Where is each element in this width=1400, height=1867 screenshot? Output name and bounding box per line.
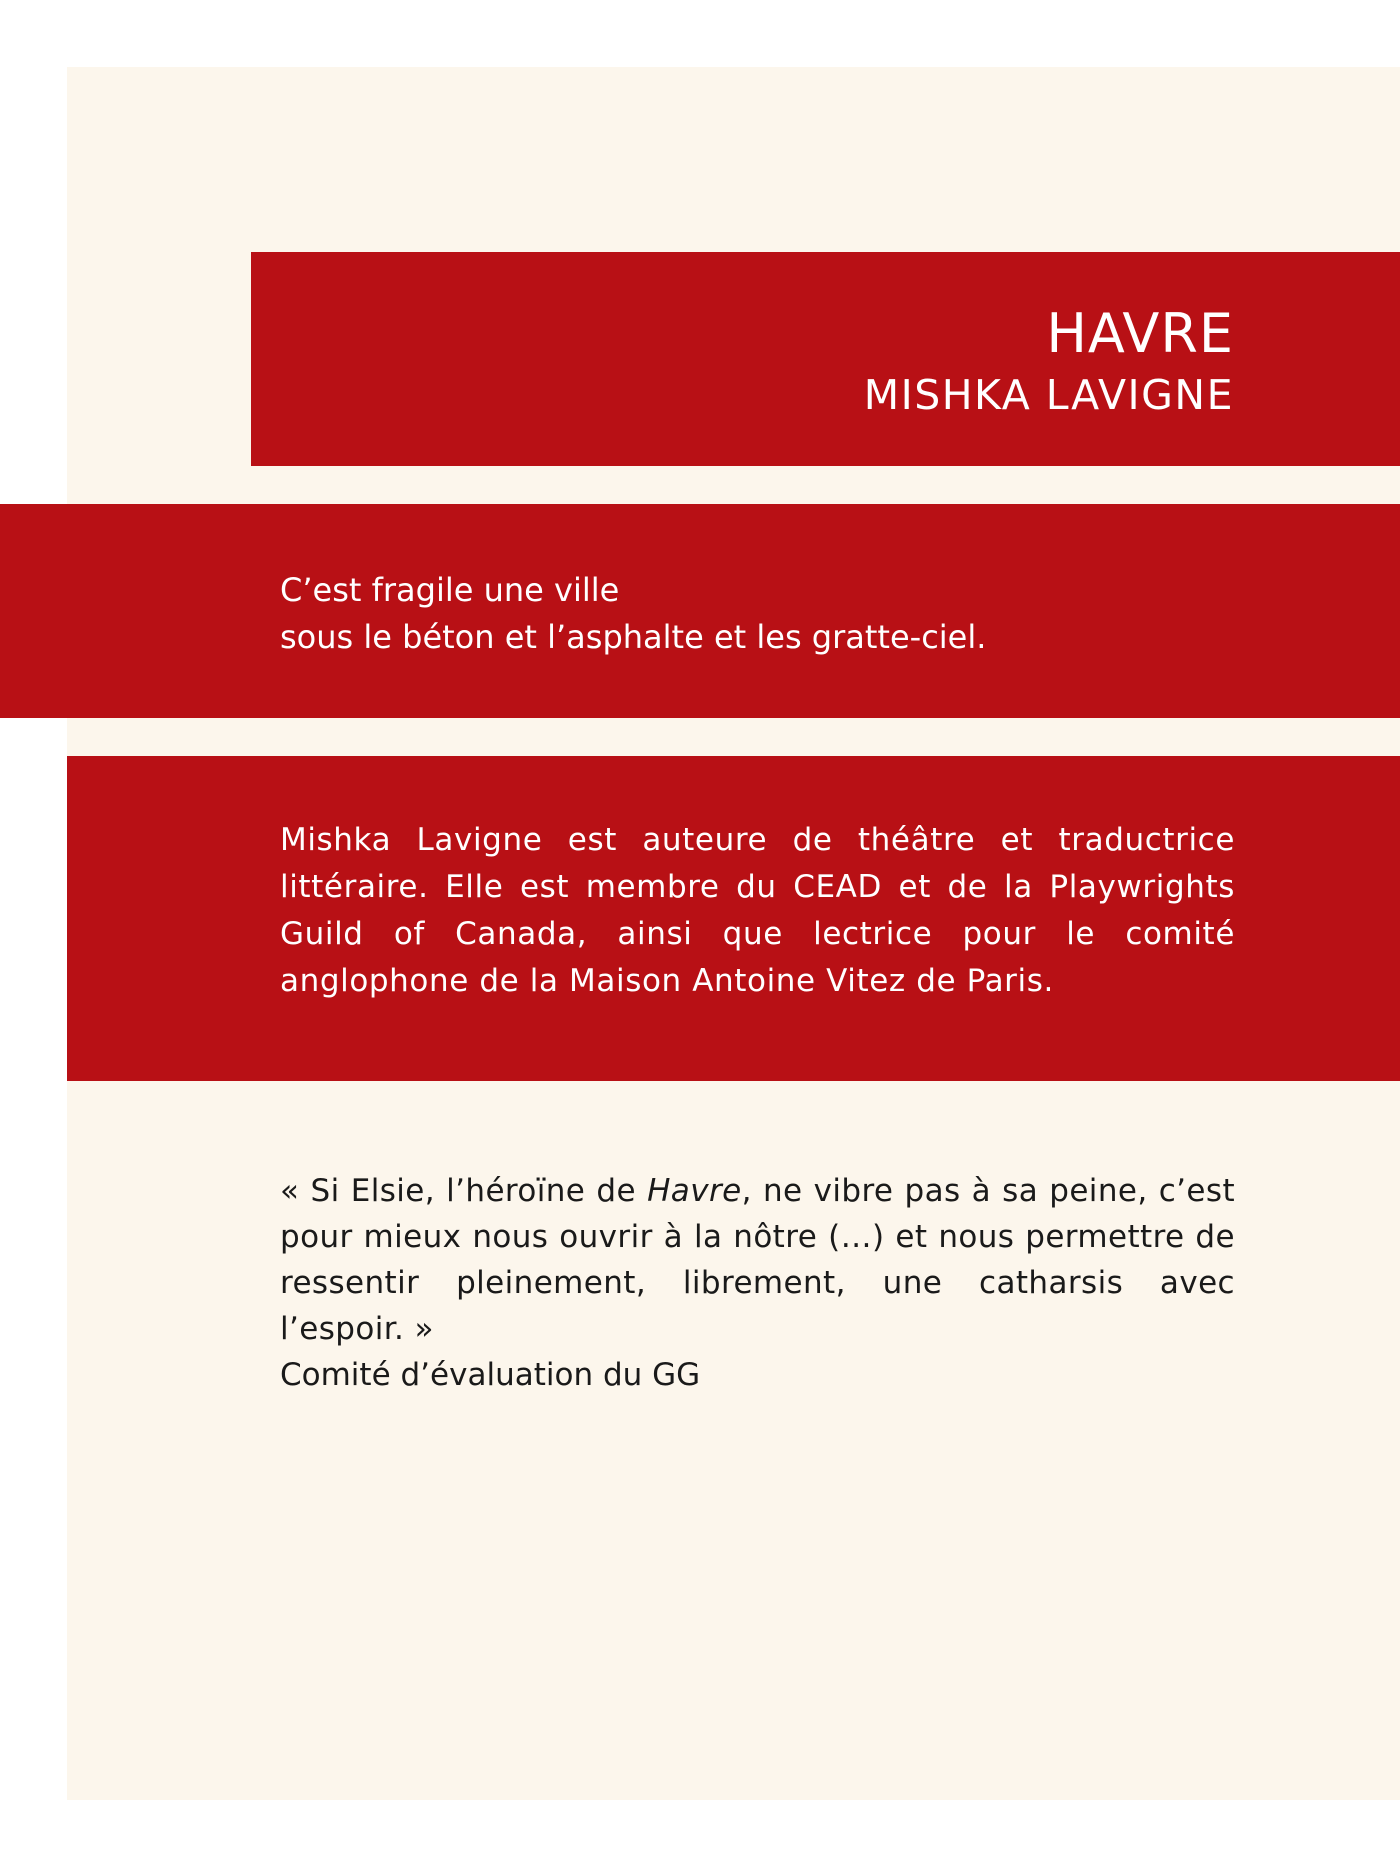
tagline-band [0, 504, 1400, 718]
tagline-line-1: C’est fragile une ville [280, 571, 620, 609]
author-bio: Mishka Lavigne est auteure de théâtre et traductrice littéraire. Elle est membre du CEAD et de la Playwrights Guild of Canada, ainsi que lectrice pour le comité anglophone de la Maison Antoine Vitez de Paris. [280, 822, 1235, 999]
review-quote-block [280, 1168, 1235, 1398]
quote-credit: Comité d’évaluation du GG [280, 1357, 701, 1393]
tagline [280, 567, 986, 661]
author-bio-band [67, 756, 1400, 1081]
book-title: HAVRE [1046, 302, 1234, 365]
quote-before: « Si Elsie, l’héroïne de [280, 1173, 648, 1209]
book-author: MISHKA LAVIGNE [863, 371, 1234, 419]
tagline-line-2: sous le béton et l’asphalte et les gratte-ciel. [280, 618, 987, 656]
review-quote [280, 1168, 1235, 1352]
quote-after: , ne vibre pas à sa peine, c’est pour mieux nous ouvrir à la nôtre (…) et nous permettre de ressentir pleinement, librement, une catharsis avec l’espoir. » [280, 1173, 1235, 1347]
title-band [251, 252, 1400, 466]
quote-italic-title: Havre [647, 1173, 742, 1209]
